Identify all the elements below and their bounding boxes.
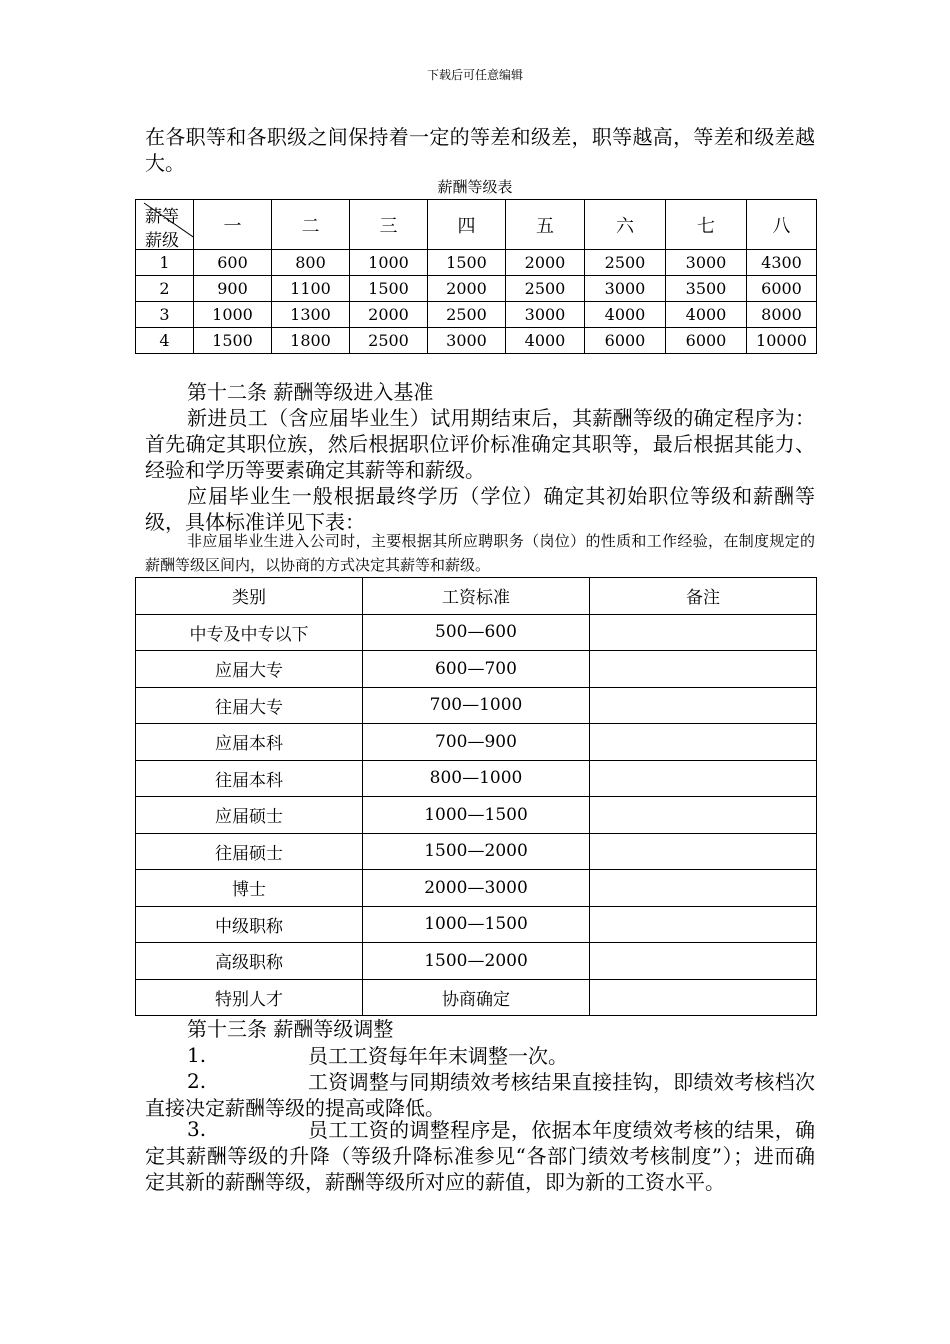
salary-value-cell: 2000 <box>428 276 506 302</box>
salary-value-cell: 800 <box>272 250 350 276</box>
salary-value-cell: 600 <box>194 250 272 276</box>
salary-table-row <box>136 328 817 354</box>
salary-value-cell: 4300 <box>747 250 817 276</box>
page-header-note: 下载后可任意编辑 <box>426 68 523 82</box>
salary-table-corner-cell <box>136 200 194 250</box>
entry-table-row <box>136 943 817 980</box>
entry-table-row <box>136 979 817 1016</box>
intro-paragraph: 在各职等和各职级之间保持着一定的等差和级差，职等越高，等差和级差越大。 <box>145 125 815 175</box>
salary-table-row <box>136 276 817 302</box>
item-text: 员工工资每年年末调整一次。 <box>308 1044 568 1068</box>
salary-range-cell: 1500—2000 <box>363 943 590 980</box>
salary-value-cell: 1500 <box>350 276 428 302</box>
salary-range-cell: 2000—3000 <box>363 870 590 907</box>
salary-table-row <box>136 250 817 276</box>
category-cell: 应届本科 <box>136 724 363 761</box>
entry-table-row <box>136 724 817 761</box>
salary-level-cell: 3 <box>136 302 194 328</box>
salary-value-cell: 3000 <box>428 328 506 354</box>
article13-title: 第十三条 薪酬等级调整 <box>187 1017 394 1041</box>
salary-level-cell: 4 <box>136 328 194 354</box>
salary-value-cell: 8000 <box>747 302 817 328</box>
salary-value-cell: 1300 <box>272 302 350 328</box>
entry-table-row <box>136 687 817 724</box>
salary-value-cell: 1000 <box>194 302 272 328</box>
category-cell: 应届硕士 <box>136 797 363 834</box>
salary-value-cell: 4000 <box>666 302 747 328</box>
salary-value-cell: 2000 <box>350 302 428 328</box>
salary-value-cell: 10000 <box>747 328 817 354</box>
salary-value-cell: 1100 <box>272 276 350 302</box>
column-header: 类别 <box>136 578 363 615</box>
entry-table-row <box>136 797 817 834</box>
salary-value-cell: 2500 <box>428 302 506 328</box>
salary-value-cell: 2500 <box>350 328 428 354</box>
salary-table-row <box>136 302 817 328</box>
remark-cell <box>590 943 817 980</box>
category-cell: 特别人才 <box>136 979 363 1016</box>
salary-range-cell: 600—700 <box>363 651 590 688</box>
column-header: 六 <box>585 200 666 250</box>
salary-range-cell: 1500—2000 <box>363 833 590 870</box>
column-header: 八 <box>747 200 817 250</box>
item-number: 1. <box>187 1043 207 1067</box>
salary-value-cell: 1800 <box>272 328 350 354</box>
corner-label-top: 薪等 <box>145 207 179 227</box>
column-header: 三 <box>350 200 428 250</box>
column-header: 二 <box>272 200 350 250</box>
remark-cell <box>590 651 817 688</box>
entry-table-row <box>136 870 817 907</box>
category-cell: 往届硕士 <box>136 833 363 870</box>
salary-range-cell: 700—900 <box>363 724 590 761</box>
salary-value-cell: 3000 <box>666 250 747 276</box>
entry-table-row <box>136 833 817 870</box>
salary-range-cell: 1000—1500 <box>363 797 590 834</box>
salary-value-cell: 2000 <box>506 250 585 276</box>
salary-value-cell: 4000 <box>585 302 666 328</box>
salary-range-cell: 协商确定 <box>363 979 590 1016</box>
column-header: 一 <box>194 200 272 250</box>
article12-title: 第十二条 薪酬等级进入基准 <box>187 380 434 404</box>
salary-range-cell: 500—600 <box>363 614 590 651</box>
salary-value-cell: 2500 <box>585 250 666 276</box>
column-header: 五 <box>506 200 585 250</box>
salary-value-cell: 3000 <box>506 302 585 328</box>
salary-value-cell: 3000 <box>585 276 666 302</box>
salary-value-cell: 1500 <box>428 250 506 276</box>
article12-paragraph-1: 新进员工（含应届毕业生）试用期结束后，其薪酬等级的确定程序为：首先确定其职位族，然后根据职位评价标准确定其职等，最后根据其能力、经验和学历等要素确定其薪等和薪级。 <box>145 406 815 482</box>
salary-value-cell: 3500 <box>666 276 747 302</box>
remark-cell <box>590 979 817 1016</box>
article12-paragraph-3: 非应届毕业生进入公司时，主要根据其所应聘职务（岗位）的性质和工作经验，在制度规定的薪酬等级区间内，以协商的方式决定其薪等和薪级。 <box>145 532 815 574</box>
entry-table-row <box>136 760 817 797</box>
remark-cell <box>590 906 817 943</box>
article12-paragraph-2: 应届毕业生一般根据最终学历（学位）确定其初始职位等级和薪酬等级，具体标准详见下表： <box>145 484 815 534</box>
category-cell: 往届本科 <box>136 760 363 797</box>
salary-grade-table <box>135 199 817 354</box>
salary-value-cell: 2500 <box>506 276 585 302</box>
column-header: 备注 <box>590 578 817 615</box>
salary-level-cell: 2 <box>136 276 194 302</box>
column-header: 七 <box>666 200 747 250</box>
salary-value-cell: 1000 <box>350 250 428 276</box>
category-cell: 博士 <box>136 870 363 907</box>
category-cell: 高级职称 <box>136 943 363 980</box>
salary-value-cell: 6000 <box>585 328 666 354</box>
salary-value-cell: 900 <box>194 276 272 302</box>
item-number: 2. <box>187 1069 207 1093</box>
entry-table-header-row <box>136 578 817 615</box>
salary-range-cell: 1000—1500 <box>363 906 590 943</box>
column-header: 工资标准 <box>363 578 590 615</box>
salary-range-cell: 800—1000 <box>363 760 590 797</box>
salary-table-header-row <box>136 200 817 250</box>
salary-value-cell: 1500 <box>194 328 272 354</box>
column-header: 四 <box>428 200 506 250</box>
entry-table-row <box>136 906 817 943</box>
salary-value-cell: 4000 <box>506 328 585 354</box>
salary-value-cell: 6000 <box>747 276 817 302</box>
item-text: 员工工资的调整程序是，依据本年度绩效考核的结果，确定其薪酬等级的升降（等级升降标准参见“各部门绩效考核制度”）；进而确定其新的薪酬等级，薪酬等级所对应的薪值，即为新的工资水平。 <box>145 1118 815 1194</box>
category-cell: 中级职称 <box>136 906 363 943</box>
category-cell: 往届大专 <box>136 687 363 724</box>
remark-cell <box>590 687 817 724</box>
entry-table-row <box>136 614 817 651</box>
category-cell: 应届大专 <box>136 651 363 688</box>
remark-cell <box>590 833 817 870</box>
entry-salary-table <box>135 577 817 1016</box>
remark-cell <box>590 760 817 797</box>
entry-table-row <box>136 651 817 688</box>
corner-label-bottom: 薪级 <box>145 231 179 251</box>
category-cell: 中专及中专以下 <box>136 614 363 651</box>
remark-cell <box>590 870 817 907</box>
salary-value-cell: 6000 <box>666 328 747 354</box>
item-text: 工资调整与同期绩效考核结果直接挂钩，即绩效考核档次直接决定薪酬等级的提高或降低。 <box>145 1070 815 1120</box>
salary-range-cell: 700—1000 <box>363 687 590 724</box>
remark-cell <box>590 614 817 651</box>
salary-level-cell: 1 <box>136 250 194 276</box>
remark-cell <box>590 724 817 761</box>
salary-table-caption: 薪酬等级表 <box>437 178 513 196</box>
item-number: 3. <box>187 1117 207 1141</box>
remark-cell <box>590 797 817 834</box>
